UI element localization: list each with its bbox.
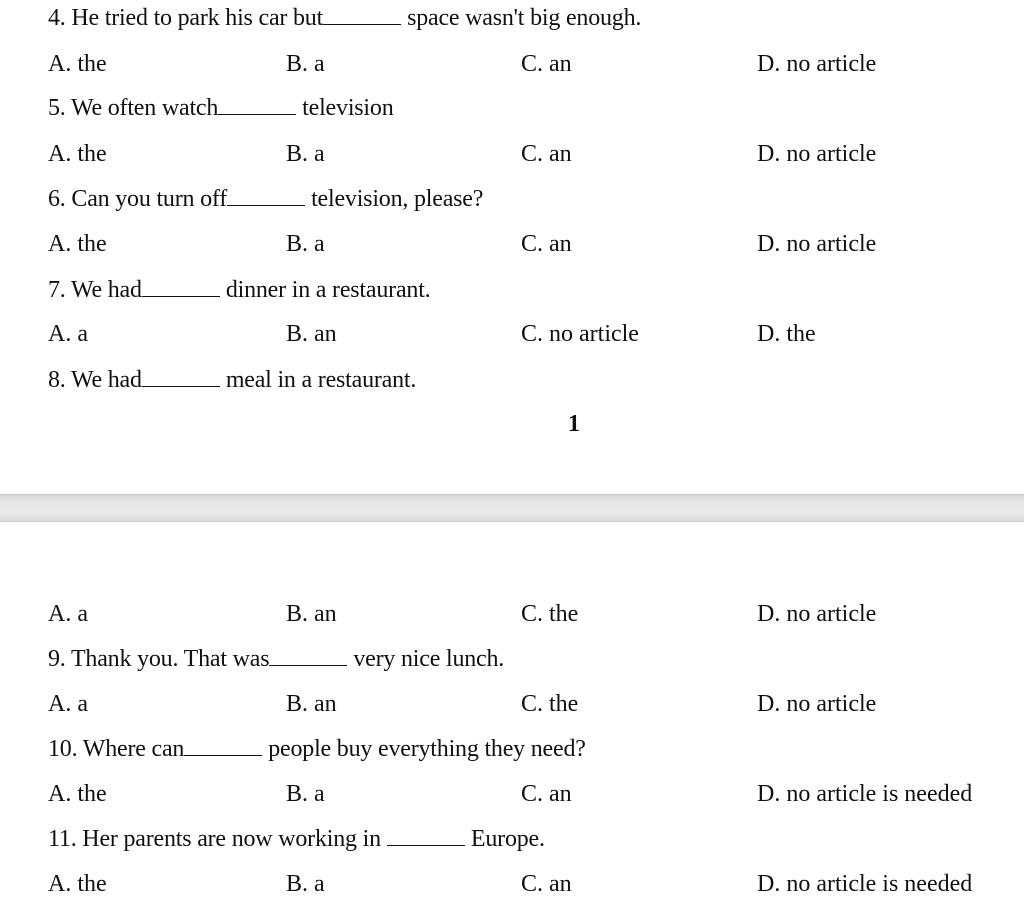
- option-c: C. no article: [521, 321, 639, 347]
- question-6-options: [0, 230, 1024, 258]
- question-text-after: people buy everything they need?: [268, 736, 586, 762]
- option-b: B. a: [286, 141, 325, 167]
- answer-blank: [142, 366, 220, 387]
- option-d: D. no article: [757, 601, 877, 627]
- option-d: D. no article: [757, 141, 877, 167]
- option-c: C. an: [521, 231, 572, 257]
- answer-blank: [142, 276, 220, 297]
- option-b: B. an: [286, 601, 337, 627]
- question-text-after: television: [302, 95, 394, 121]
- option-a: A. the: [48, 871, 107, 897]
- option-b: B. an: [286, 321, 337, 347]
- option-a: A. the: [48, 781, 107, 807]
- question-text-before: 9. Thank you. That was: [48, 646, 270, 672]
- question-text-before: 8. We had: [48, 367, 142, 393]
- option-b: B. an: [286, 691, 337, 717]
- option-d: D. no article is needed: [757, 781, 973, 807]
- question-7: [48, 276, 430, 304]
- question-9-options: [0, 690, 1024, 718]
- question-8-options: [0, 600, 1024, 628]
- answer-blank: [269, 645, 347, 666]
- page-number: 1: [568, 411, 580, 437]
- question-text-before: 6. Can you turn off: [48, 186, 228, 212]
- question-text-before: 5. We often watch: [48, 95, 219, 121]
- question-10: [48, 735, 586, 763]
- question-10-options: [0, 780, 1024, 808]
- option-d: D. the: [757, 321, 816, 347]
- question-text-before: 10. Where can: [48, 736, 185, 762]
- question-text-after: television, please?: [311, 186, 484, 212]
- option-c: C. an: [521, 871, 572, 897]
- document-page-2: [0, 522, 1024, 908]
- answer-blank: [218, 94, 296, 115]
- option-b: B. a: [286, 231, 325, 257]
- question-11: [48, 825, 545, 853]
- option-a: A. the: [48, 141, 107, 167]
- question-text-after: space wasn't big enough.: [407, 5, 642, 31]
- question-text-after: Europe.: [470, 826, 545, 852]
- option-c: C. the: [521, 601, 579, 627]
- question-7-options: [0, 320, 1024, 348]
- option-b: B. a: [286, 781, 325, 807]
- question-text-after: meal in a restaurant.: [225, 367, 417, 393]
- option-c: C. an: [521, 51, 572, 77]
- page-separator: [0, 494, 1024, 522]
- question-5-options: [0, 140, 1024, 168]
- option-a: A. a: [48, 321, 88, 347]
- option-d: D. no article: [757, 691, 877, 717]
- option-a: A. a: [48, 601, 88, 627]
- question-text-after: very nice lunch.: [353, 646, 505, 672]
- question-4: [48, 4, 641, 32]
- answer-blank: [387, 825, 465, 846]
- answer-blank: [227, 185, 305, 206]
- question-text-before: 4. He tried to park his car but: [48, 5, 324, 31]
- question-11-options: [0, 870, 1024, 898]
- option-c: C. the: [521, 691, 579, 717]
- answer-blank: [323, 4, 401, 25]
- question-text-after: dinner in a restaurant.: [225, 277, 431, 303]
- option-c: C. an: [521, 141, 572, 167]
- question-4-options: [0, 50, 1024, 78]
- question-9: [48, 645, 504, 673]
- option-b: B. a: [286, 871, 325, 897]
- question-5: [48, 94, 394, 122]
- option-a: A. the: [48, 231, 107, 257]
- option-d: D. no article is needed: [757, 871, 973, 897]
- option-b: B. a: [286, 51, 325, 77]
- option-a: A. a: [48, 691, 88, 717]
- option-d: D. no article: [757, 231, 877, 257]
- question-6: [48, 185, 483, 213]
- answer-blank: [184, 735, 262, 756]
- question-text-before: 11. Her parents are now working in: [48, 826, 381, 852]
- question-8: [48, 366, 416, 394]
- option-c: C. an: [521, 781, 572, 807]
- option-d: D. no article: [757, 51, 877, 77]
- option-a: A. the: [48, 51, 107, 77]
- question-text-before: 7. We had: [48, 277, 142, 303]
